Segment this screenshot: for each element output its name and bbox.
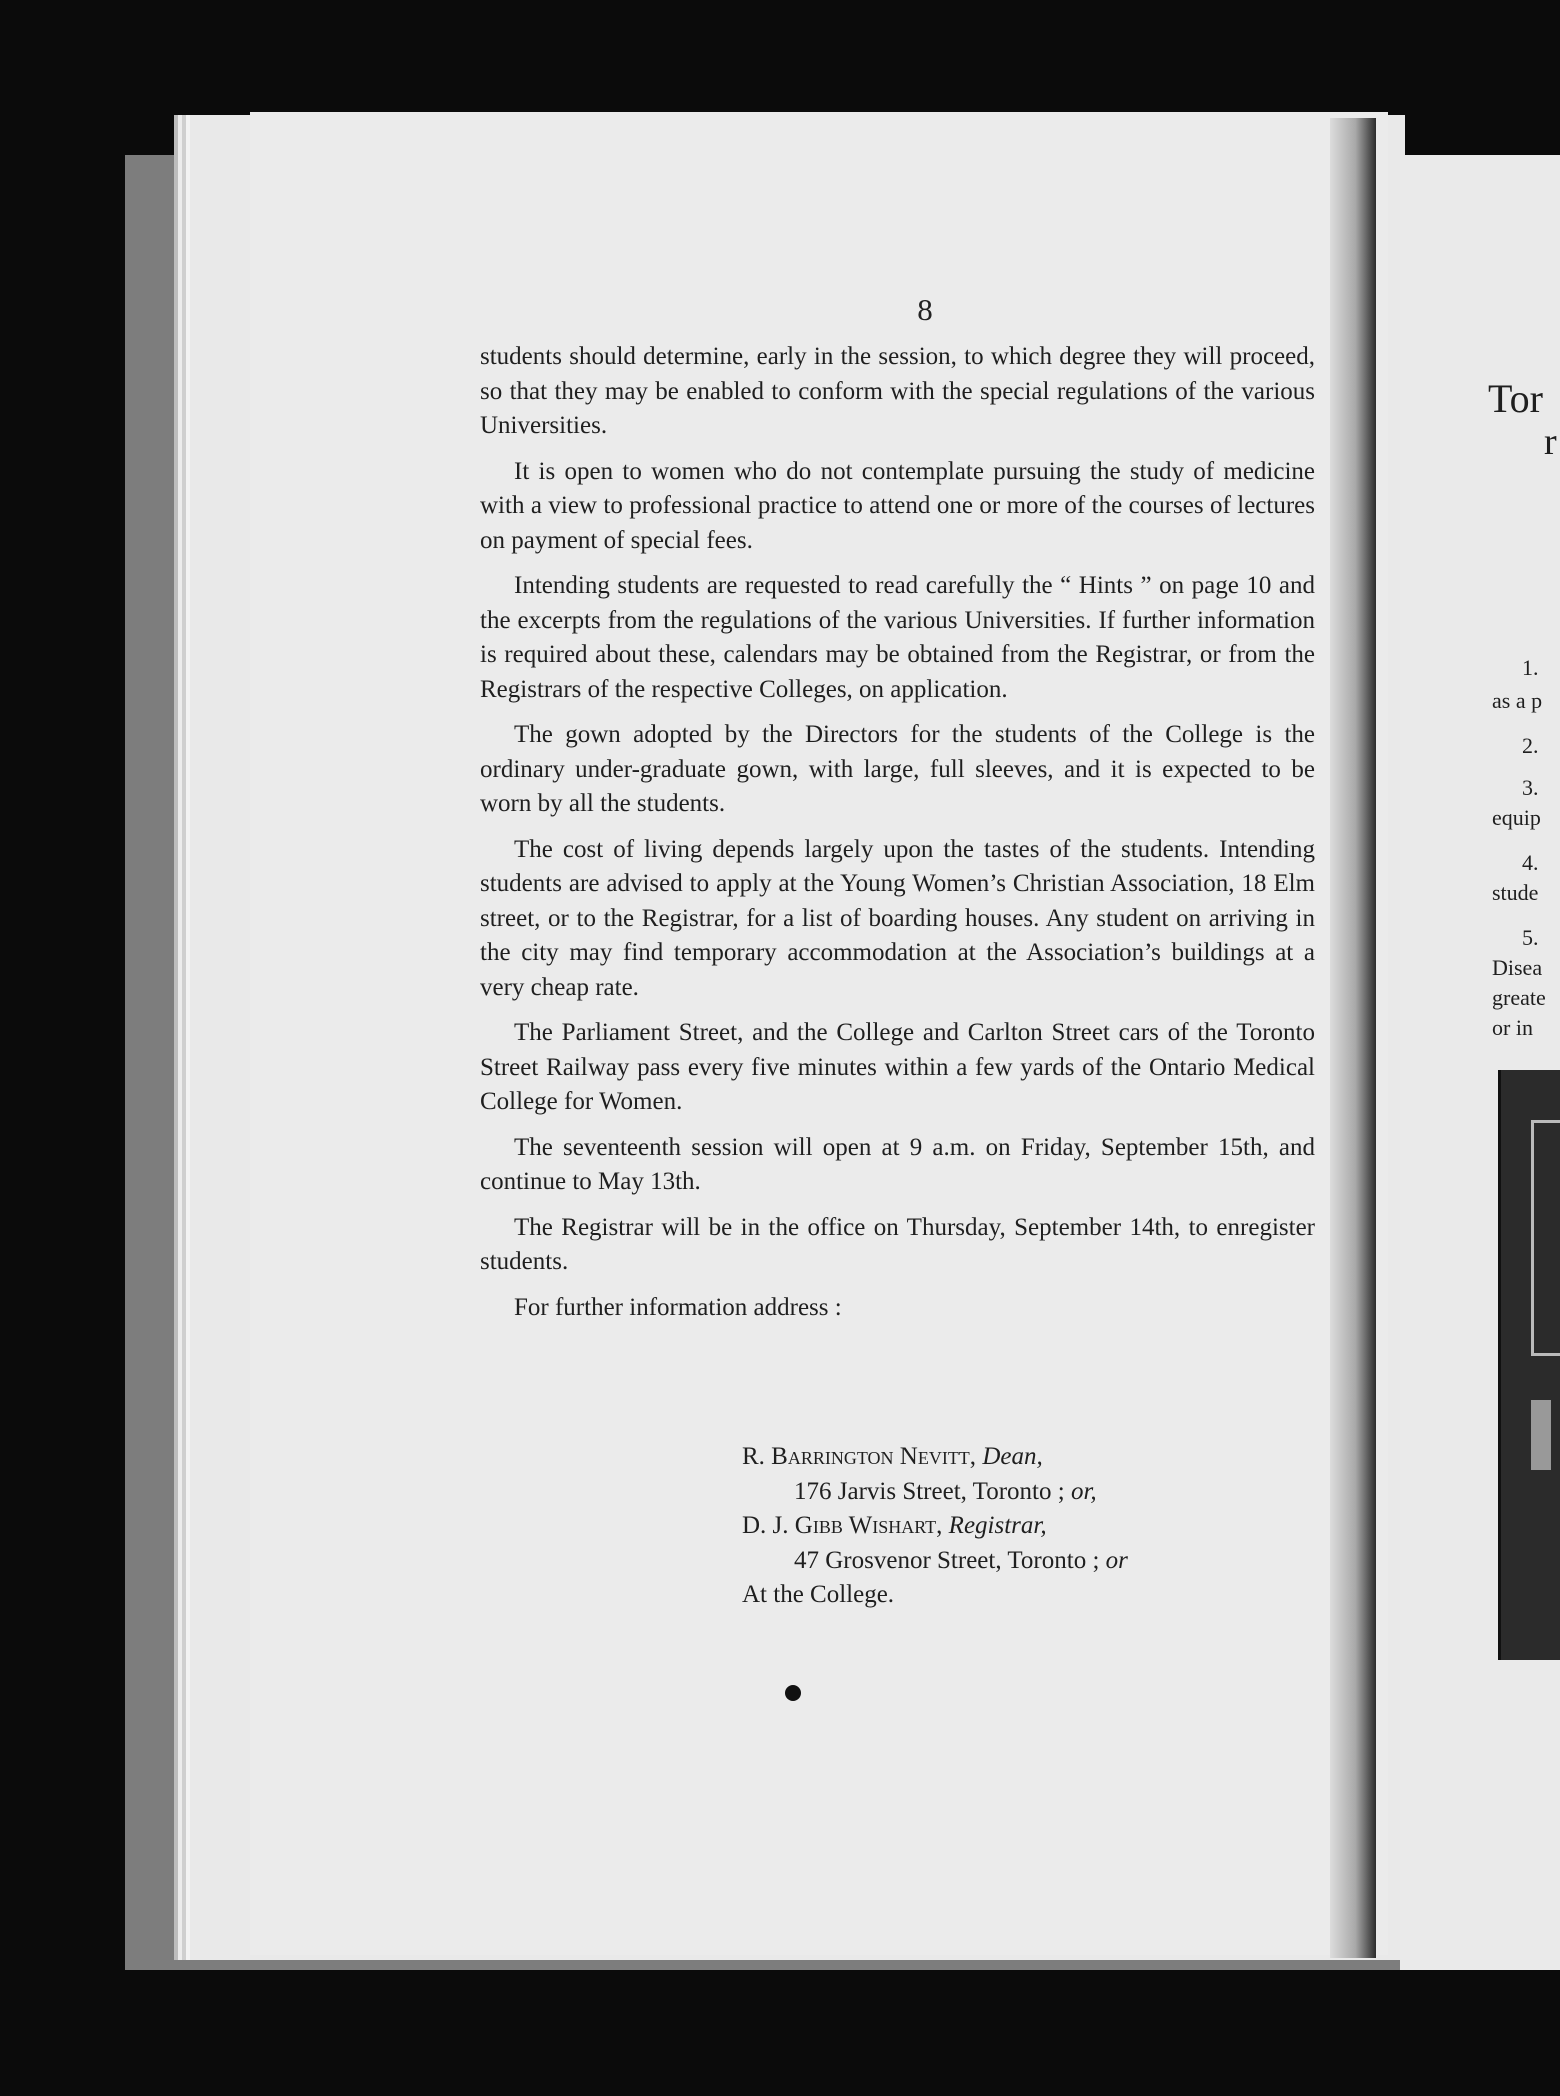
dean-street: 176 Jarvis Street, Toronto ; (794, 1477, 1065, 1505)
dean-address-line (794, 1475, 1128, 1510)
facing-line: 3. (1522, 775, 1539, 800)
or-connector: or (1105, 1546, 1128, 1574)
facing-line: 4. (1522, 850, 1539, 875)
registrar-address-line (794, 1544, 1128, 1579)
page-body (480, 340, 1315, 1336)
facing-line: Disea (1492, 955, 1543, 980)
dean-name: R. Barrington Nevitt, (742, 1443, 977, 1470)
facing-page (1400, 155, 1560, 1970)
facing-line: equip (1492, 805, 1541, 830)
paragraph-cost-of-living: The cost of living depends largely upon the tastes of the students. Intending students are advised to apply at the Young Women’s Christian Association, 18 Elm street, or to the Registrar, for a list of boarding houses. Any student on arriving in the city may find temporary accommodation at the Association’s buildings at a very cheap rate. (480, 835, 1315, 1001)
registrar-line (742, 1509, 1128, 1544)
address-block (742, 1440, 1128, 1613)
paragraph-registrar: The Registrar will be in the office on Thursday, September 14th, to enregister students. (480, 1213, 1315, 1275)
facing-line: 5. (1522, 925, 1539, 950)
paragraph-further-info: For further information address : (514, 1293, 842, 1321)
or-connector: or, (1070, 1477, 1097, 1505)
facing-line: as a p (1492, 688, 1543, 713)
facing-page-photo (1498, 1070, 1560, 1660)
book-gutter (1330, 118, 1376, 1958)
registrar-street: 47 Grosvenor Street, Toronto ; (794, 1546, 1100, 1574)
photo-window-pane (1531, 1400, 1551, 1470)
bullet-mark (785, 1685, 801, 1701)
dean-line (742, 1440, 1128, 1475)
facing-page-title-line2: r (1544, 421, 1557, 463)
registrar-title: Registrar, (948, 1512, 1047, 1539)
paragraph-special-fees: It is open to women who do not contemplate pursuing the study of medicine with a view to professional practice to attend one or more of the courses of lectures on payment of special fees. (480, 457, 1315, 554)
facing-line: or in (1492, 1015, 1533, 1040)
college-line: At the College. (742, 1581, 895, 1608)
facing-line: 2. (1522, 733, 1539, 758)
paragraph-gown: The gown adopted by the Directors for the students of the College is the ordinary under-graduate gown, with large, full sleeves, and it is expected to be worn by all the students. (480, 721, 1315, 817)
paragraph-degree: students should determine, early in the session, to which degree they will proceed, so that they may be enabled to conform with the special regulations of the various Universities. (480, 343, 1315, 439)
paragraph-session-dates: The seventeenth session will open at 9 a.m. on Friday, September 15th, and continue to May 13th. (480, 1133, 1315, 1195)
page-number: 8 (917, 292, 933, 327)
facing-line: greate (1492, 985, 1546, 1010)
photo-window-frame (1531, 1120, 1560, 1356)
facing-page-title: Tor (1488, 376, 1543, 421)
paragraph-hints: Intending students are requested to read carefully the “ Hints ” on page 10 and the excerpts from the regulations of the various Universities. If further information is required about these, calendars may be obtained from the Registrar, or from the Registrars of the respective Colleges, on application. (480, 572, 1315, 703)
registrar-name: D. J. Gibb Wishart, (742, 1512, 943, 1539)
facing-line: 1. (1522, 655, 1539, 680)
facing-line: stude (1492, 880, 1539, 905)
dean-title: Dean, (982, 1443, 1043, 1470)
paragraph-street-cars: The Parliament Street, and the College and Carlton Street cars of the Toronto Street Railway pass every five minutes within a few yards of the Ontario Medical College for Women. (480, 1019, 1315, 1115)
